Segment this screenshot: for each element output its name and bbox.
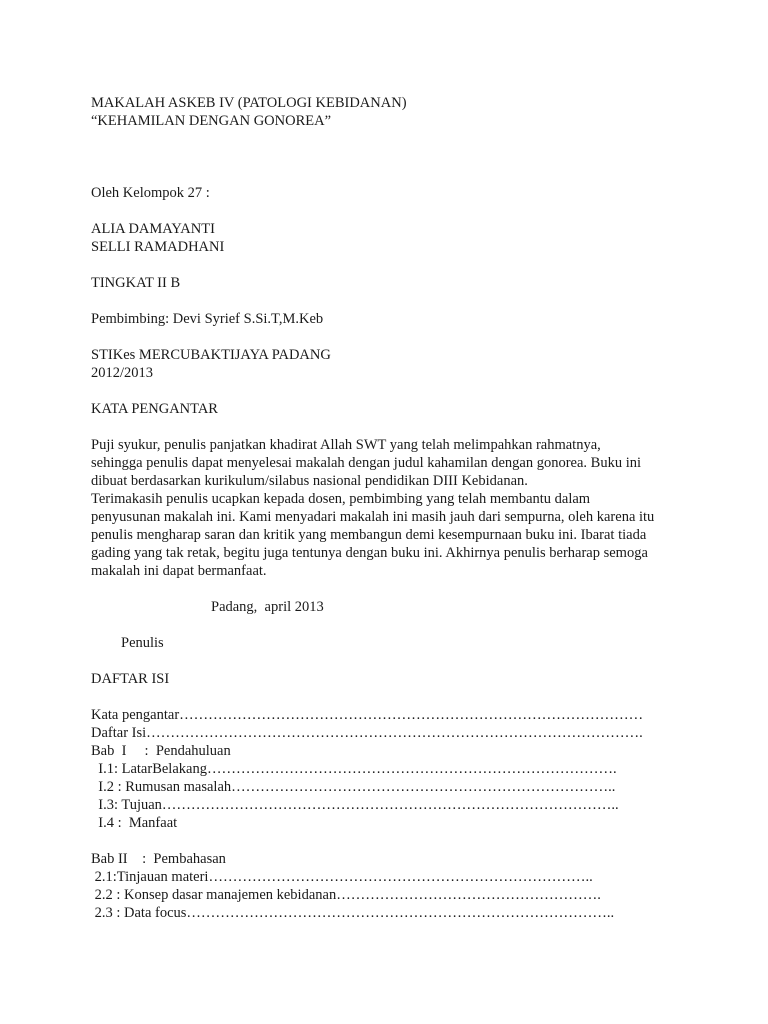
toc-row: I.2 : Rumusan masalah…………………………………………………………………….. bbox=[91, 779, 616, 795]
preface-line: Puji syukur, penulis panjatkan khadirat Allah SWT yang telah melimpahkan rahmatnya, bbox=[91, 437, 601, 453]
preface-line: gading yang tak retak, begitu juga tentunya dengan buku ini. Akhirnya penulis berharap semoga bbox=[91, 545, 648, 561]
academic-year: 2012/2013 bbox=[91, 365, 154, 381]
toc-row: 2.2 : Konsep dasar manajemen kebidanan………………………………………………. bbox=[91, 887, 601, 903]
member-name: ALIA DAMAYANTI bbox=[91, 221, 215, 237]
preface-line: dibuat berdasarkan kurikulum/silabus nasional pendidikan DIII Kebidanan. bbox=[91, 473, 528, 489]
institution: STIKes MERCUBAKTIJAYA PADANG bbox=[91, 347, 331, 363]
member-name: SELLI RAMADHANI bbox=[91, 239, 225, 255]
toc-row: I.3: Tujuan………………………………………………………………………………….. bbox=[91, 797, 619, 813]
document-page bbox=[91, 94, 655, 922]
preface-line: penyusunan makalah ini. Kami menyadari makalah ini masih jauh dari sempurna, oleh karena itu bbox=[91, 509, 655, 525]
class-level: TINGKAT II B bbox=[91, 275, 181, 291]
toc-row: Bab I : Pendahuluan bbox=[91, 743, 231, 759]
preface-heading: KATA PENGANTAR bbox=[91, 401, 218, 417]
supervisor: Pembimbing: Devi Syrief S.Si.T,M.Keb bbox=[91, 311, 324, 327]
toc-row: 2.1:Tinjauan materi…………………………………………………………………….. bbox=[91, 869, 593, 885]
toc-heading: DAFTAR ISI bbox=[91, 671, 170, 687]
signature-label: Penulis bbox=[121, 635, 164, 651]
toc-row: Kata pengantar…………………………………………………………………………………… bbox=[91, 707, 644, 723]
toc-row: Bab II : Pembahasan bbox=[91, 851, 226, 867]
document-subtitle: “KEHAMILAN DENGAN GONOREA” bbox=[91, 113, 332, 129]
toc-row: 2.3 : Data focus…………………………………………………………………………….. bbox=[91, 905, 615, 921]
preface-line: makalah ini dapat bermanfaat. bbox=[91, 563, 267, 579]
place-date: Padang, april 2013 bbox=[211, 599, 324, 615]
toc-row: I.4 : Manfaat bbox=[91, 815, 178, 831]
toc-row: I.1: LatarBelakang…………………………………………………………………………. bbox=[91, 761, 617, 777]
group-label: Oleh Kelompok 27 : bbox=[91, 185, 210, 201]
toc-row: Daftar Isi…………………………………………………………………………………………. bbox=[91, 725, 643, 741]
preface-line: penulis mengharap saran dan kritik yang membangun demi kesempurnaan buku ini. Ibarat tiada bbox=[91, 527, 647, 543]
preface-line: Terimakasih penulis ucapkan kepada dosen, pembimbing yang telah membantu dalam bbox=[91, 491, 591, 507]
document-title: MAKALAH ASKEB IV (PATOLOGI KEBIDANAN) bbox=[91, 95, 407, 111]
preface-line: sehingga penulis dapat menyelesai makalah dengan judul kahamilan dengan gonorea. Buku ini bbox=[91, 455, 642, 471]
